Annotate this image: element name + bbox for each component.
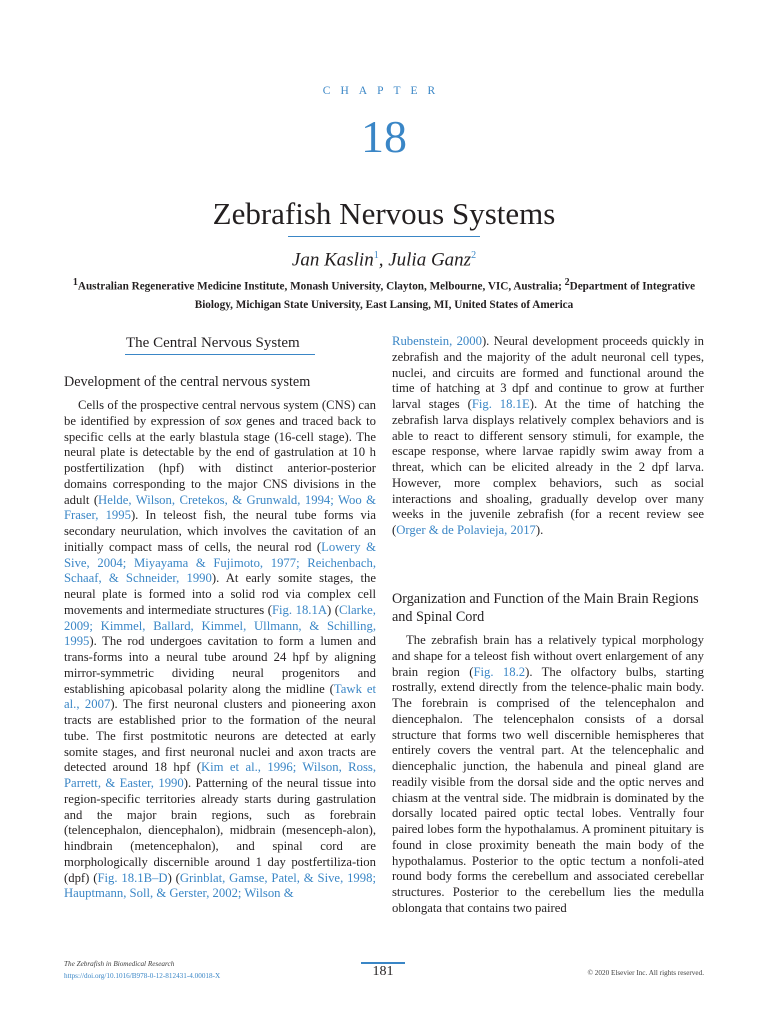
body-text: ). Patterning of the neural tissue into region-specific territories already starts during gastrulation and the major brain regions, such as forebrain (telencephalon, diencephalon), midbrain (mesenceph-alon), hindbrain (metencephalon), and spinal cord are morphologically discernible around 1 day postfertiliza-tion (dpf) (	[64, 776, 376, 885]
author-affiliation-mark[interactable]: 1	[373, 250, 379, 261]
citation-link[interactable]: Helde, Wilson, Cretekos, & Grunwald, 1994; Woo & Fraser, 1995	[64, 492, 376, 523]
affiliation-text: Department of Integrative Biology, Michigan State University, East Lansing, MI, United States of America	[194, 280, 696, 311]
doi-link[interactable]: https://doi.org/10.1016/B978-0-12-812431-4.00018-X	[64, 972, 221, 980]
body-text: ). In teleost fish, the neural tube forms via secondary neurulation, which involves the cavitation of an initially compact mass of cells, the neural rod (	[64, 508, 376, 554]
citation-link[interactable]: Orger & de Polavieja, 2017	[396, 523, 536, 537]
book-title: The Zebrafish in Biomedical Research	[64, 960, 175, 968]
authors	[0, 244, 768, 272]
chapter-number: 18	[361, 111, 407, 162]
title-underline	[288, 236, 480, 237]
footer-source	[64, 958, 220, 982]
author-name: Jan Kaslin	[291, 249, 374, 271]
figure-link[interactable]: Fig. 18.1B–D	[97, 870, 168, 885]
affiliation-mark: 2	[564, 277, 570, 288]
subheading: Development of the central nervous system	[64, 374, 311, 390]
body-text: ) (	[326, 602, 339, 617]
section-heading-underline	[125, 354, 315, 355]
body-text: Cells of the prospective central nervous system (CNS) can be identified by expression of	[64, 398, 376, 428]
paragraph	[392, 633, 704, 917]
citation-link[interactable]: Kim et al., 1996; Wilson, Ross, Parrett, & Easter, 1990	[64, 760, 376, 790]
body-text: ). The first neuronal clusters and pioneering axon tracts are established prior to the formation of the neural tube. The first postmitotic neurons are detected at early somite stages, and first neuronal nuclei and axon tracts are detected around 18 hpf (	[64, 697, 376, 775]
paragraph	[64, 398, 376, 902]
body-text: ). The olfactory bulbs, starting rostrally, extend directly from the telence-phalic main body. The forebrain is comprised of the telencephalon and diencephalon. The telencephalon consists of a dorsal structure that forms two well discernible hemispheres that entirely covers the ventral part. At the telencephalic and diencephalic junction, the habenula and pineal gland are readily visible from the dorsal side and the optic nerves and chiasm at the ventral side. The midbrain is dominated by the dorsally located paired optic tectal lobes. Ventrally four paired lobes form the hypothalamus. A prominent pituitary is found in close proximity beneath the main body of the hypothalamus. Posterior to the optic tectum a nonfoli-ated round body forms the cerebellum and associated cerebellar structures. Posterior to the cerebellum lies the medulla oblongata that contains two paired	[392, 664, 704, 915]
body-text: ) (	[167, 870, 180, 885]
author-separator: ,	[378, 249, 389, 271]
citation-link[interactable]: Tawk et al., 2007	[64, 681, 376, 712]
affiliations	[66, 274, 702, 314]
right-column-top	[392, 334, 704, 539]
body-text: The zebrafish brain has a relatively typical morphology and shape for a teleost fish without overt enlargement of any brain region (	[392, 633, 704, 679]
citation-link[interactable]: Lowery & Sive, 2004; Miyayama & Fujimoto, 1977; Reichenbach, Schaaf, & Schneider, 1990	[64, 539, 376, 586]
citation-link[interactable]: Rubenstein, 2000	[392, 334, 482, 348]
body-text: ). At the time of hatching the zebrafish larva displays relatively complex behaviors and is able to react to different sensory stimuli, for example, the escape response, where larvae rapidly swim away from a threat, which can be elicited already in the 2 dpf larva. However, more complex behaviors, such as social interactions and shoaling, gradually develop over many weeks in the juvenile zebrafish (for a recent review see (	[392, 397, 704, 537]
figure-link[interactable]: Fig. 18.1A	[271, 602, 327, 617]
figure-link[interactable]: Fig. 18.1E	[471, 397, 530, 411]
chapter-title: Zebrafish Nervous Systems	[212, 196, 556, 231]
body-text: ). The rod undergoes cavitation to form a lumen and trans-forms into a neural tube around 24 hpf by aligning mirror-symmetric dividing neural progenitors and establishing apicobasal polarity along the midline (	[64, 634, 376, 696]
body-text: ). Neural development proceeds quickly in zebrafish and the majority of the adult neuronal cell types, nuclei, and circuits are formed and functional around the time of hatching at 3 dpf and continue to grow at further larval stages (	[392, 334, 704, 411]
body-text: genes and traced back to specific cells at the early blastula stage (16-cell stage). The neural plate is detectable by the end of gastrulation at 10 h postfertilization (hpf) with distinct anterior-posterior domains corresponding to the major CNS divisions in the adult (	[64, 413, 376, 507]
gene-name: sox	[224, 413, 242, 428]
author-name: Julia Ganz	[388, 249, 472, 271]
chapter-label: CHAPTER	[322, 85, 446, 97]
copyright: © 2020 Elsevier Inc. All rights reserved.	[587, 969, 704, 977]
affiliation-mark: 1	[72, 277, 78, 288]
author-affiliation-mark[interactable]: 2	[471, 250, 477, 261]
citation-link[interactable]: Clarke, 2009; Kimmel, Ballard, Kimmel, Ullmann, & Schilling, 1995	[64, 602, 376, 649]
left-column	[64, 398, 376, 902]
affiliation-text: Australian Regenerative Medicine Institute, Monash University, Clayton, Melbourne, VIC, Australia;	[77, 280, 565, 293]
figure-link[interactable]: Fig. 18.2	[473, 664, 526, 679]
subheading: Organization and Function of the Main Brain Regions and Spinal Cord	[392, 591, 699, 625]
right-column-bottom	[392, 633, 704, 917]
section-heading: The Central Nervous System	[126, 335, 300, 351]
citation-link[interactable]: Grinblat, Gamse, Patel, & Sive, 1998; Hauptmann, Soll, & Gerster, 2002; Wilson &	[64, 870, 376, 901]
page-number: 181	[372, 964, 394, 979]
body-text: ). At early somite stages, the neural plate is formed into a solid rod via complex cell movements and intermediate structures (	[64, 571, 376, 617]
paragraph	[392, 334, 704, 539]
body-text: ).	[535, 523, 544, 537]
